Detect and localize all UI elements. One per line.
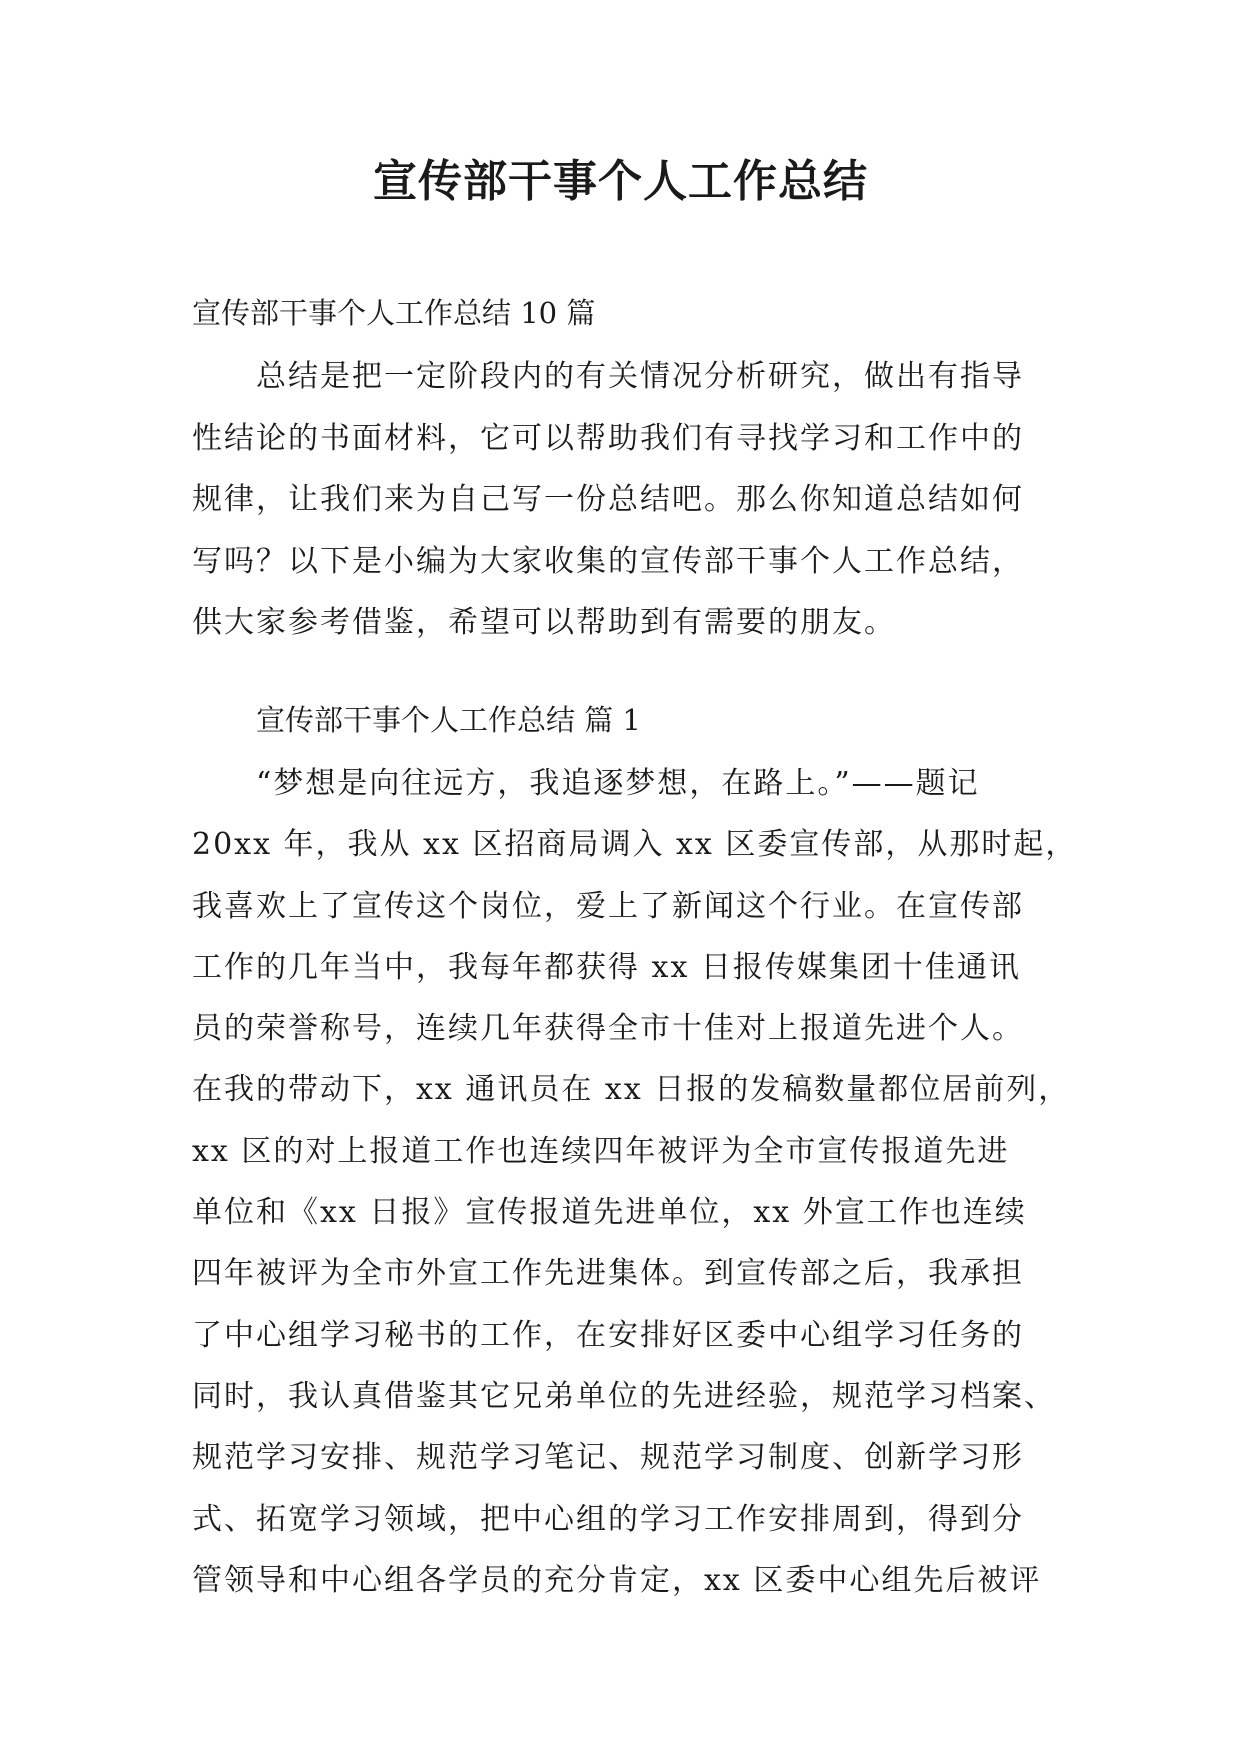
body-line: 管领导和中心组各学员的充分肯定，xx 区委中心组先后被评 <box>192 1562 1042 1598</box>
intro-line: 性结论的书面材料，它可以帮助我们有寻找学习和工作中的 <box>192 420 1024 456</box>
body-line: 规范学习安排、规范学习笔记、规范学习制度、创新学习形 <box>192 1440 1024 1476</box>
body-line: 工作的几年当中，我每年都获得 xx 日报传媒集团十佳通讯 <box>192 949 1021 985</box>
body-line: 在我的带动下，xx 通讯员在 xx 日报的发稿数量都位居前列， <box>192 1072 1071 1108</box>
body-line: xx 区的对上报道工作也连续四年被评为全市宣传报道先进 <box>192 1133 1010 1169</box>
document-subtitle: 宣传部干事个人工作总结 10 篇 <box>192 296 596 330</box>
body-line: “梦想是向往远方，我追逐梦想，在路上。”——题记 <box>256 766 980 801</box>
body-line: 20xx 年，我从 xx 区招商局调入 xx 区委宣传部，从那时起， <box>192 827 1078 863</box>
body-line: 员的荣誉称号，连续几年获得全市十佳对上报道先进个人。 <box>192 1011 1024 1047</box>
body-line: 四年被评为全市外宣工作先进集体。到宣传部之后，我承担 <box>192 1256 1024 1292</box>
intro-line: 写吗？以下是小编为大家收集的宣传部干事个人工作总结， <box>192 543 1024 579</box>
body-line: 式、拓宽学习领域，把中心组的学习工作安排周到，得到分 <box>192 1501 1024 1537</box>
intro-line: 规律，让我们来为自己写一份总结吧。那么你知道总结如何 <box>192 482 1024 517</box>
document-title: 宣传部干事个人工作总结 <box>373 156 868 207</box>
body-line: 了中心组学习秘书的工作，在安排好区委中心组学习任务的 <box>192 1317 1024 1353</box>
section-heading: 宣传部干事个人工作总结 篇 1 <box>256 703 641 737</box>
intro-line: 供大家参考借鉴，希望可以帮助到有需要的朋友。 <box>192 605 896 640</box>
body-paragraph <box>192 753 1078 1611</box>
body-line: 我喜欢上了宣传这个岗位，爱上了新闻这个行业。在宣传部 <box>192 888 1024 924</box>
intro-paragraph <box>192 346 1054 654</box>
body-line: 同时，我认真借鉴其它兄弟单位的先进经验，规范学习档案、 <box>192 1378 1056 1414</box>
body-line: 单位和《xx 日报》宣传报道先进单位，xx 外宣工作也连续 <box>192 1195 1027 1231</box>
intro-line: 总结是把一定阶段内的有关情况分析研究，做出有指导 <box>256 359 1024 394</box>
